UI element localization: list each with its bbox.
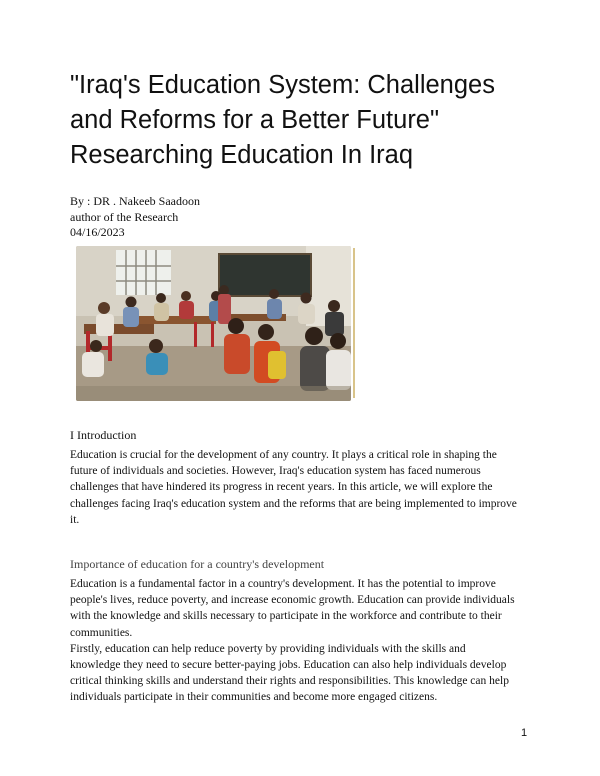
document-title — [70, 68, 550, 173]
text-line: challenges that have hindered its progress in recent years. In this article, we will explore the — [70, 481, 493, 494]
body-paragraph — [70, 576, 540, 706]
text-line: communities. — [70, 626, 133, 639]
photo-border — [353, 248, 355, 398]
author-role: author of the Research — [70, 209, 179, 224]
text-line: Education is a fundamental factor in a country's development. It has the potential to improve — [70, 578, 496, 590]
text-line: individuals participate in their communities and become more engaged citizens. — [70, 691, 438, 704]
text-line: it. — [70, 513, 80, 526]
title-line: "Iraq's Education System: Challenges — [70, 71, 495, 99]
intro-paragraph — [70, 447, 540, 528]
page-number: 1 — [521, 727, 528, 739]
author-meta — [70, 194, 200, 241]
subheading: Importance of education for a country's development — [70, 557, 325, 571]
text-line: challenges facing Iraq's education system and the reforms that are being implemented to improve — [70, 497, 517, 510]
classroom-photo — [76, 246, 351, 401]
text-line: future of individuals and societies. However, Iraq's education system has faced numerous — [70, 465, 481, 478]
text-line: Education is crucial for the development of any country. It plays a critical role in shaping the — [70, 449, 497, 461]
text-line: with the knowledge and skills necessary to participate in the workforce and contribute to their — [70, 610, 502, 623]
title-line: and Reforms for a Better Future" — [70, 106, 440, 134]
text-line: knowledge they need to secure better-paying jobs. Education can also help individuals develop — [70, 659, 507, 672]
text-line: people's lives, reduce poverty, and increase economic growth. Education can provide individuals — [70, 594, 515, 607]
text-line: critical thinking skills and understand their rights and responsibilities. This knowledge can help — [70, 675, 509, 688]
title-line: Researching Education In Iraq — [70, 141, 414, 169]
section-heading: I Introduction — [70, 428, 137, 442]
byline: By : DR . Nakeeb Saadoon — [70, 194, 200, 208]
text-line: Firstly, education can help reduce poverty by providing individuals with the skills and — [70, 642, 466, 655]
publish-date: 04/16/2023 — [70, 225, 125, 239]
